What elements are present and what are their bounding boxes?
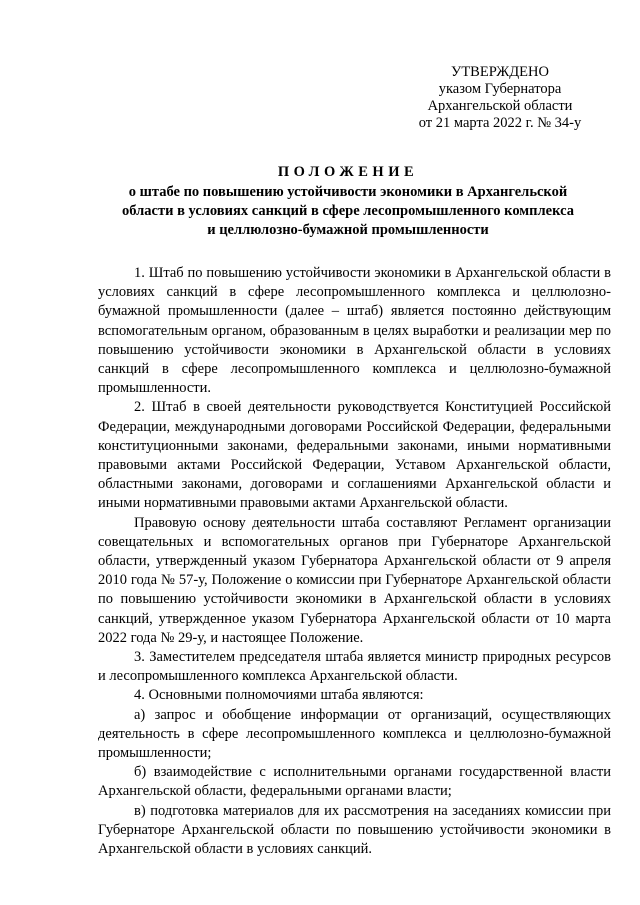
paragraph-2: 2. Штаб в своей деятельности руководствуется Конституцией Российской Федерации, международными договорами Российской Федерации, федеральными конституционными законами, федеральными законами, иными нормативными правовыми актами Российской Федерации, Уставом Архангельской области, областными законами, договорами и соглашениями Архангельской области и иными нормативными правовыми актами Архангельской области. <box>98 399 611 512</box>
paragraph-2-legal-basis: Правовую основу деятельности штаба составляют Регламент организации совещательных и вспомогательных органов при Губернаторе Архангельской области, утвержденный указом Губернатора Архангельской области от 9 апреля 2010 года № 57-у, Положение о комиссии при Губернаторе Архангельской области по повышению устойчивости экономики в Архангельской области в условиях санкций, утвержденное указом Губернатора Архангельской области от 10 марта 2022 года № 29-у, и настоящее Положение. <box>98 514 611 646</box>
title-line: о штабе по повышению устойчивости экономики в Архангельской <box>128 184 568 200</box>
approval-status: УТВЕРЖДЕНО <box>451 64 549 80</box>
paragraph-3: 3. Заместителем председателя штаба является министр природных ресурсов и лесопромышленного комплекса Архангельской области. <box>98 649 611 685</box>
paragraph-4a: а) запрос и обобщение информации от организаций, осуществляющих деятельность в сфере лесопромышленного комплекса и целлюлозно-бумажной промышленности; <box>98 706 611 762</box>
document-body <box>98 264 611 859</box>
paragraph-1: 1. Штаб по повышению устойчивости экономики в Архангельской области в условиях санкций в сфере лесопромышленного комплекса и целлюлозно-бумажной промышленности (далее – штаб) является постоянно действующим вспомогательным органом, образованным в целях выработки и реализации мер по повышению устойчивости экономики в Архангельской области в условиях санкций в сфере лесопромышленного комплекса и целлюлозно-бумажной промышленности. <box>98 265 611 397</box>
paragraph-4b: б) взаимодействие с исполнительными органами государственной власти Архангельской области, федеральными органами власти; <box>98 764 611 800</box>
title-line: области в условиях санкций в сфере лесопромышленного комплекса <box>122 203 574 219</box>
document-title <box>98 163 598 240</box>
approval-stamp <box>400 64 600 132</box>
approval-issuer: указом Губернатора <box>438 81 562 97</box>
title-line: и целлюлозно-бумажной промышленности <box>207 222 489 238</box>
approval-region: Архангельской области <box>427 98 573 114</box>
approval-date: от 21 марта 2022 г. № 34-у <box>418 115 582 131</box>
title-heading: ПОЛОЖЕНИЕ <box>277 164 419 180</box>
paragraph-4c: в) подготовка материалов для их рассмотрения на заседаниях комиссии при Губернаторе Архангельской области по повышению устойчивости экономики в Архангельской области в условиях санкций. <box>98 802 611 858</box>
paragraph-4: 4. Основными полномочиями штаба являются: <box>134 687 424 704</box>
